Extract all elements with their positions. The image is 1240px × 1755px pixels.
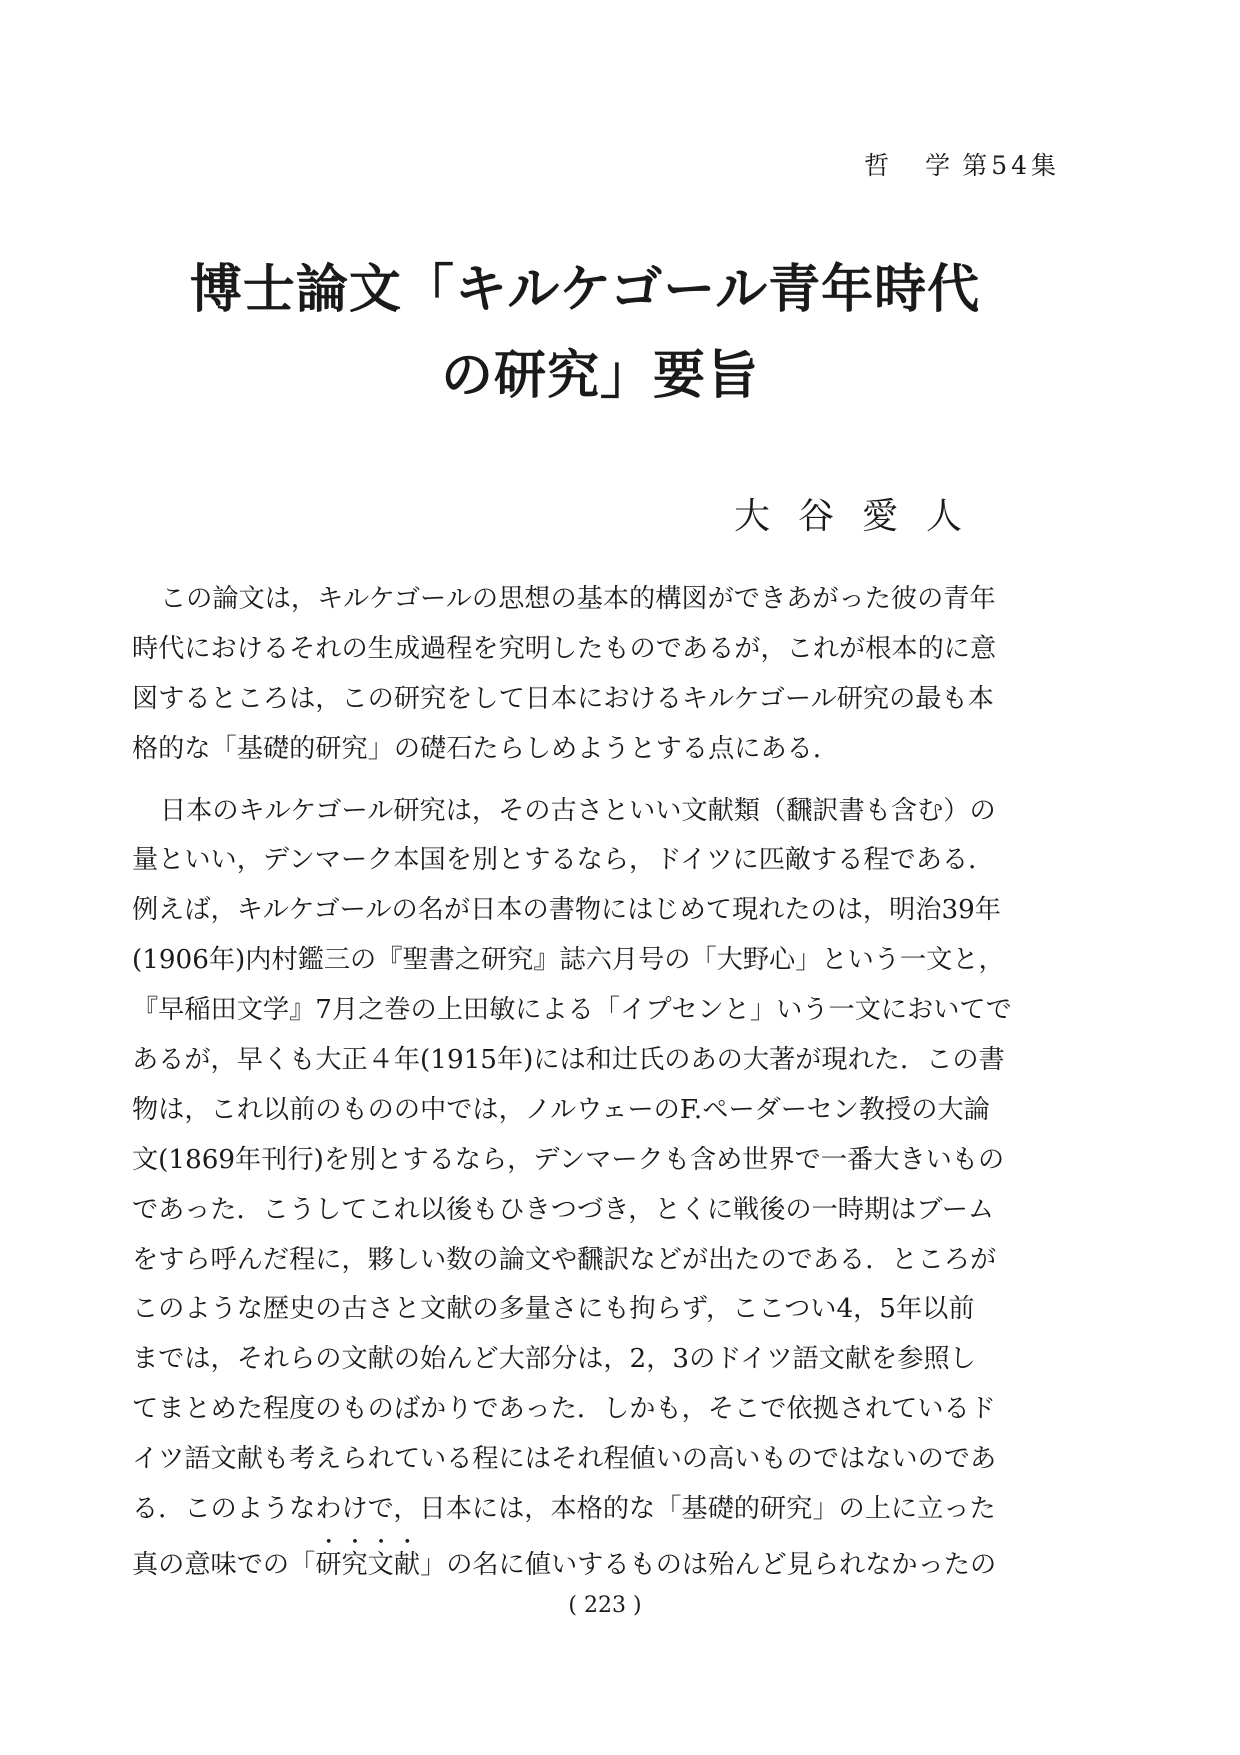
body-line: このような歴史の古さと文献の多量さにも拘らず，ここつい4，5年以前 — [132, 1294, 975, 1325]
body-line: この論文は，キルケゴールの思想の基本的構図ができあがった彼の青年 — [160, 584, 996, 614]
body-line: てまとめた程度のものばかりであった．しかも，そこで依拠されているド — [132, 1394, 996, 1425]
emphasized-text: 研究文献 — [315, 1549, 421, 1580]
body-line: 時代におけるそれの生成過程を究明したものであるが，これが根本的に意 — [132, 633, 997, 664]
body-line: る．このようなわけで，日本には，本格的な「基礎的研究」の上に立った — [132, 1494, 996, 1525]
body-line: あるが，早くも大正４年(1915年)には和辻氏のあの大著が現れた．この書 — [132, 1045, 1005, 1076]
journal-issue: 第54集 — [962, 151, 1060, 180]
author-name: 大谷愛人 — [733, 496, 990, 537]
body-line: 物は，これ以前のものの中では，ノルウェーのF.ペーダーセン教授の大論 — [132, 1094, 990, 1125]
body-line: 図するところは，この研究をして日本におけるキルケゴール研究の最も本 — [132, 683, 994, 714]
body-line: であった．こうしてこれ以後もひきつづき，とくに戦後の一時期はブーム — [132, 1194, 995, 1225]
last-line-post: 」の名に値いするものは殆んど見られなかったの — [420, 1549, 997, 1580]
title-line-1: 博士論文「キルケゴール青年時代 — [189, 259, 981, 320]
last-line-pre: 真の意味での「 — [132, 1549, 316, 1580]
body-line: 量といい，デンマーク本国を別とするなら，ドイツに匹敵する程である． — [132, 845, 995, 876]
body-line: 例えば，キルケゴールの名が日本の書物にはじめて現れたのは，明治39年 — [132, 895, 1001, 926]
body-line: 格的な「基礎的研究」の礎石たらしめようとする点にある． — [132, 733, 840, 764]
title-line-2: の研究」要旨 — [440, 345, 759, 406]
journal-word-1: 哲 — [864, 151, 894, 180]
body-line-last — [132, 1535, 1022, 1585]
paragraph-gap — [132, 775, 1022, 787]
page-number: ( 223 ) — [568, 1593, 642, 1618]
journal-word-2: 学 — [925, 151, 955, 180]
body-line: までは，それらの文献の始んど大部分は，2，3のドイツ語文献を参照し — [132, 1344, 976, 1375]
body-line: 『早稲田文学』7月之巻の上田敏による「イプセンと」いう一文においてで — [132, 995, 1012, 1026]
body-line: 日本のキルケゴール研究は，その古さといい文献類（飜訳書も含む）の — [160, 795, 996, 826]
body-line: をすら呼んだ程に，夥しい数の論文や飜訳などが出たのである．ところが — [132, 1244, 997, 1275]
journal-header — [864, 146, 1060, 182]
body-text — [132, 575, 1022, 1585]
body-line: イツ語文献も考えられている程にはそれ程値いの高いものではないのであ — [132, 1444, 997, 1475]
body-line: (1906年)内村鑑三の『聖書之研究』誌六月号の「大野心」という一文と， — [132, 945, 1005, 976]
body-line: 文(1869年刊行)を別とするなら，デンマークも含め世界で一番大きいもの — [132, 1144, 1005, 1175]
